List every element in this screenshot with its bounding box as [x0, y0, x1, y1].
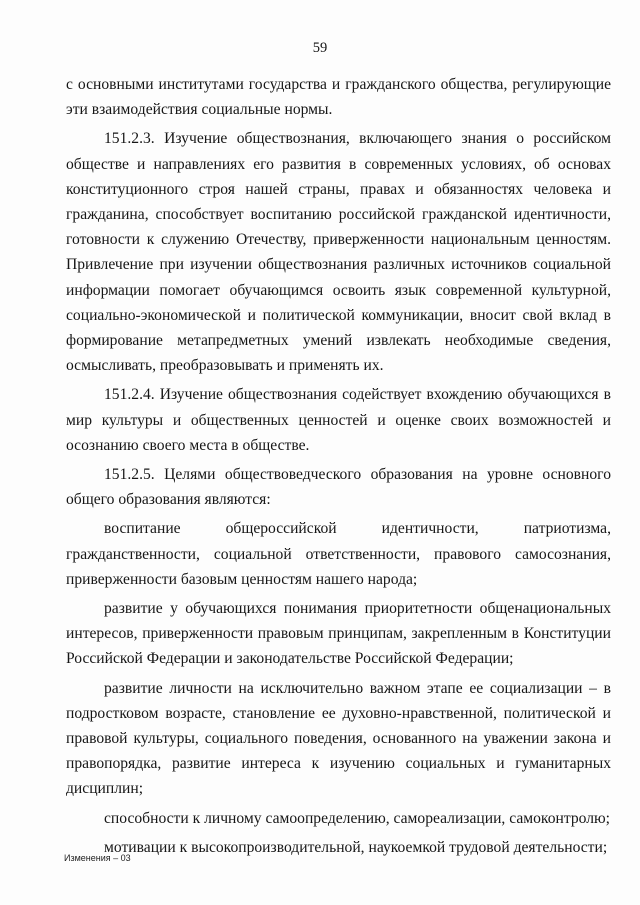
goal-item-motivation: мотивации к высокопроизводительной, наукоемкой трудовой деятельности; — [104, 838, 608, 856]
paragraph-continuation: с основными институтами государства и гражданского общества, регулирующие эти взаимодействия социальные нормы. — [66, 76, 611, 119]
goal-item-national-interests: развитие у обучающихся понимания приоритетности общенациональных интересов, приверженности правовым принципам, закрепленным в Конституции Российской Федерации и законодательстве Российской Федерации; — [66, 600, 611, 668]
footer-revision: Изменения – 03 — [64, 853, 131, 863]
paragraph-151-2-3: 151.2.3. Изучение обществознания, включающего знания о российском обществе и направлениях его развития в современных условиях, об основах конституционного строя нашей страны, правах и обязанностях человека и гражданина, способствует воспитанию российской гражданской идентичности, готовности к служению Отечеству, приверженности национальным ценностям. Привлечение при изучении обществознания различных источников социальной информации помогает обучающимся освоить язык современной культурной, социально-экономической и политической коммуникации, вносит свой вклад в формирование метапредметных умений извлекать необходимые сведения, осмысливать, преобразовывать и применять их. — [66, 130, 611, 375]
paragraph-151-2-4: 151.2.4. Изучение обществознания содействует вхождению обучающихся в мир культуры и общественных ценностей и оценке своих возможностей и осознанию своего места в обществе. — [66, 386, 611, 454]
goal-item-identity: воспитание общероссийской идентичности, патриотизма, гражданственности, социальной ответственности, правового самосознания, приверженности базовым ценностям нашего народа; — [66, 520, 611, 588]
goal-item-self-determination: способности к личному самоопределению, самореализации, самоконтролю; — [104, 809, 610, 827]
document-body — [66, 72, 611, 864]
page-number: 59 — [312, 40, 328, 56]
paragraph-151-2-5: 151.2.5. Целями обществоведческого образования на уровне основного общего образования являются: — [66, 466, 611, 509]
goal-item-personality: развитие личности на исключительно важном этапе ее социализации – в подростковом возрасте, становление ее духовно-нравственной, политической и правовой культуры, социального поведения, основанного на уважении закона и правопорядка, развитие интереса к изучению социальных и гуманитарных дисциплин; — [66, 679, 611, 798]
